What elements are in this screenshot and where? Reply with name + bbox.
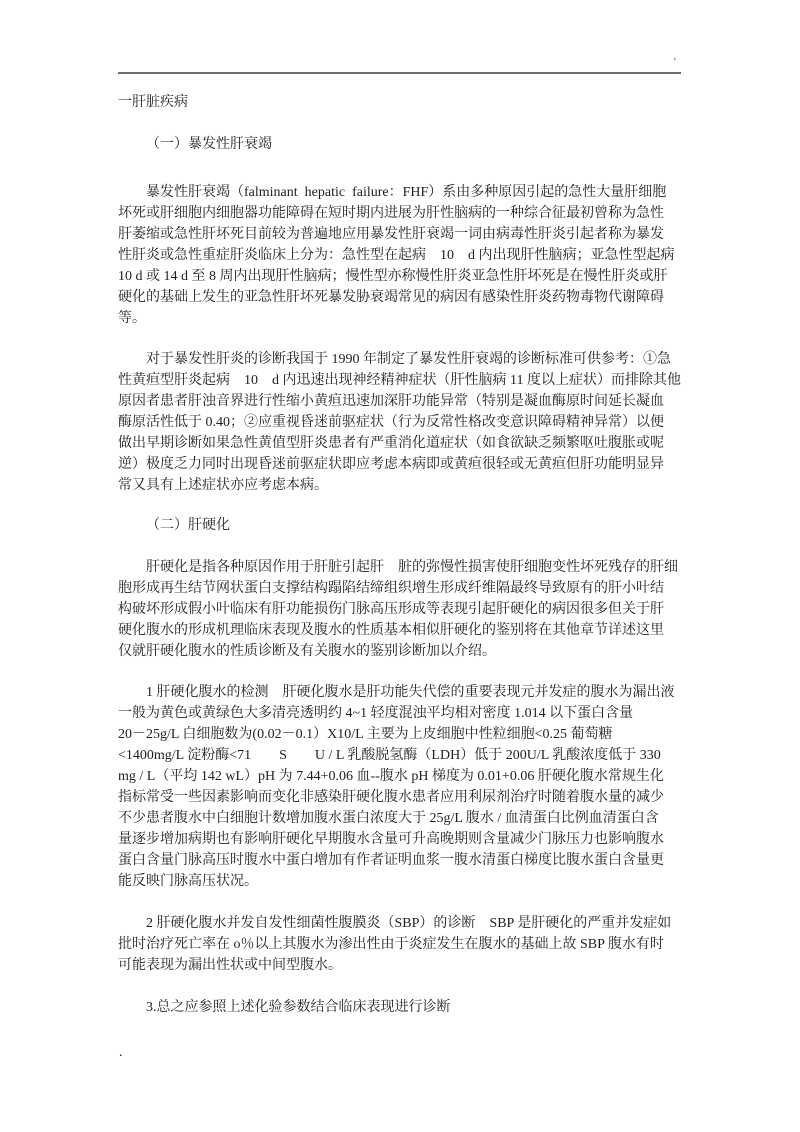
text-line: mg / L（平均 142 wL）pH 为 7.44+0.06 血--腹水 pH 梯度为 0.01+0.06 肝硬化腹水常规生化 — [118, 769, 664, 784]
text-line: 一般为黄色或黄绿色大多清亮透明约 4~1 轻度混浊平均相对密度 1.014 以下蛋白含量 — [118, 706, 634, 721]
text-line: 性黄疸型肝炎起病 10 d 内迅速出现神经精神症状（肝性脑病 11 度以上症状）而排除其他 — [118, 373, 681, 388]
document-title: 一肝脏疾病 — [118, 95, 188, 110]
text-line: 常又具有上述症状亦应考虑本病。 — [118, 478, 328, 493]
text-line: 蛋白含量门脉高压时腹水中蛋白增加有作者证明血浆一腹水清蛋白梯度比腹水蛋白含量更 — [118, 853, 664, 868]
text-line: 硬化腹水的形成机理临床表现及腹水的性质基本相似肝硬化的鉴别将在其他章节详述这里 — [118, 623, 664, 638]
text-line: 20－25g/L 白细胞数为(0.02－0.1）X10/L 主要为上皮细胞中性粒细胞<0.25 葡萄糖 — [118, 727, 613, 742]
text-line: 肝硬化是指各种原因作用于肝脏引起肝 脏的弥慢性损害使肝细胞变性坏死残存的肝细 — [146, 560, 678, 575]
paragraph-cirrhosis-definition — [118, 557, 683, 662]
paragraph-fhf-diagnosis — [118, 349, 683, 496]
text-line: 批时治疗死亡率在 o％以上其腹水为渗出性由于炎症发生在腹水的基础上故 SBP 腹水有时 — [118, 937, 664, 952]
text-line: <1400mg/L 淀粉酶<71 S U / L 乳酸脱氢酶（LDH）低于 200U/L 乳酸浓度低于 330 — [118, 748, 661, 763]
text-line: 仅就肝硬化腹水的性质诊断及有关腹水的鉴别诊断加以介绍。 — [118, 644, 496, 659]
header-rule — [118, 72, 681, 74]
paragraph-fhf-definition — [118, 182, 683, 329]
text-line: 等。 — [118, 311, 146, 326]
text-line: 坏死或肝细胞内细胞器功能障碍在短时期内进展为肝性脑病的一种综合征最初曾称为急性 — [118, 206, 664, 221]
footer-mark: . — [119, 1045, 123, 1060]
text-line: 3.总之应参照上述化验参数结合临床表现进行诊断 — [146, 1000, 451, 1015]
text-line: 量逐步增加病期也有影响肝硬化早期腹水含量可升高晚期则含量减少门脉压力也影响腹水 — [118, 832, 664, 847]
text-line: 硬化的基础上发生的亚急性肝坏死暴发胁衰竭常见的病因有感染性肝炎药物毒物代谢障碍 — [118, 290, 664, 305]
text-line: 指标常受一些因素影响而变化非感染肝硬化腹水患者应用利尿剂治疗时随着腹水量的减少 — [118, 790, 664, 805]
section-2-heading: （二）肝硬化 — [146, 518, 230, 533]
text-line: 酶原活性低于 0.40；②应重视昏迷前驱症状（行为反常性格改变意识障碍精神异常）以便 — [118, 415, 664, 430]
text-line: 胞形成再生结节网状蛋白支撑结构蹋陷结缔组织增生形成纤维隔最终导致原有的肝小叶结 — [118, 581, 664, 596]
text-line: 肝萎缩或急性肝坏死目前较为普遍地应用暴发性肝衰竭一词由病毒性肝炎引起者称为暴发 — [118, 227, 664, 242]
paragraph-conclusion — [118, 997, 683, 1018]
text-line: 能反映门脉高压状况。 — [118, 874, 258, 889]
text-line: 性肝炎或急性重症肝炎临床上分为：急性型在起病 10 d 内出现肝性脑病；亚急性型起病 — [118, 248, 675, 263]
document-body — [118, 92, 683, 1018]
text-line: 做出早期诊断如果急性黄值型肝炎患者有严重消化道症状（如食欲缺乏频繁呕吐腹胀或呢 — [118, 436, 664, 451]
text-line: 不少患者腹水中白细胞计数增加腹水蛋白浓度大于 25g/L 腹水 / 血清蛋白比例血清蛋白含 — [118, 811, 659, 826]
section-1-heading: （一）暴发性肝衰竭 — [146, 137, 272, 152]
paragraph-sbp-diagnosis — [118, 913, 683, 976]
text-line: 10 d 或 14 d 至 8 周内出现肝性脑病；慢性型亦称慢性肝炎亚急性肝坏死是在慢性肝炎或肝 — [118, 269, 668, 284]
header-mark: ' — [674, 57, 676, 68]
text-line: 逆）极度乏力同时出现昏迷前驱症状即应考虑本病即或黄疸很轻或无黄疸但肝功能明显异 — [118, 457, 664, 472]
text-line: 构破坏形成假小叶临床有肝功能损伤门脉高压形成等表现引起肝硬化的病因很多但关于肝 — [118, 602, 664, 617]
text-line: 2 肝硬化腹水并发自发性细菌性腹膜炎（SBP）的诊断 SBP 是肝硬化的严重并发症如 — [146, 916, 672, 931]
text-line: 暴发性肝衰竭（falminant hepatic failure：FHF）系由多种原因引起的急性大量肝细胞 — [146, 185, 667, 200]
text-line: 可能表现为漏出性状或中间型腹水。 — [118, 958, 342, 973]
text-line: 对于暴发性肝炎的诊断我国于 1990 年制定了暴发性肝衰竭的诊断标准可供参考：①急 — [146, 352, 671, 367]
paragraph-ascites-detection — [118, 682, 683, 892]
text-line: 原因者患者肝浊音界进行性缩小黄疸迅速加深肝功能异常（特别是凝血酶原时间延长凝血 — [118, 394, 664, 409]
text-line: 1 肝硬化腹水的检测 肝硬化腹水是肝功能失代偿的重要表现元并发症的腹水为漏出液 — [146, 685, 675, 700]
